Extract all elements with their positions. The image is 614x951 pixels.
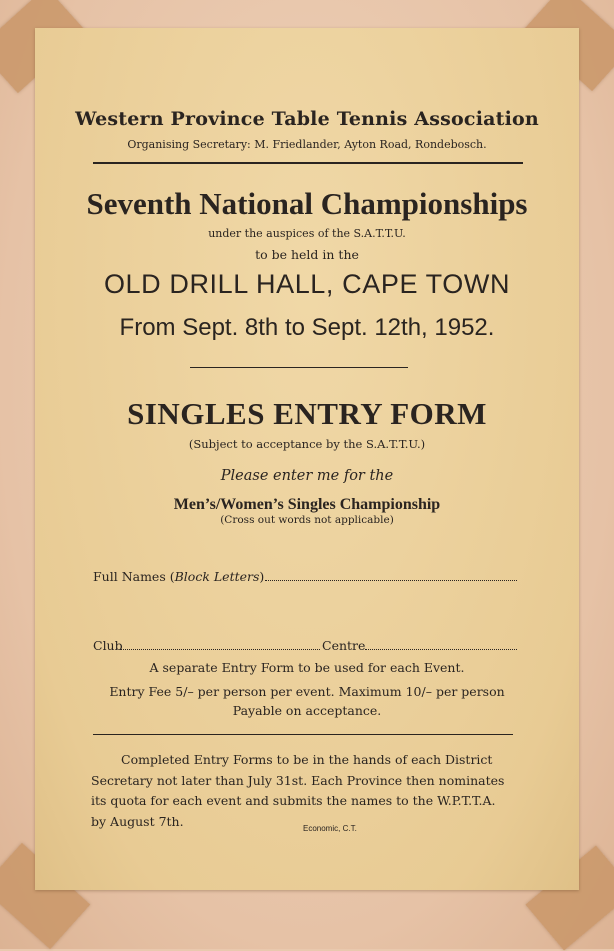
header-divider: [93, 162, 523, 164]
separate-form-note: A separate Entry Form to be used for each Event.: [149, 660, 465, 675]
section-divider: [190, 367, 408, 368]
club-field[interactable]: [120, 649, 320, 650]
venue: OLD DRILL HALL, CAPE TOWN: [103, 269, 511, 299]
paragraph-line: Secretary not later than July 31st. Each Province then nominates: [91, 772, 505, 788]
printer-imprint: Economic, C.T.: [303, 824, 357, 833]
footer-divider: [93, 734, 513, 735]
entry-form-sheet: [35, 28, 579, 890]
championship-title: Seventh National Championships: [86, 186, 528, 221]
centre-label: Centre: [322, 638, 366, 653]
centre-field[interactable]: [365, 649, 517, 650]
subject-note: (Subject to acceptance by the S.A.T.T.U.): [188, 437, 426, 451]
form-title: SINGLES ENTRY FORM: [127, 396, 487, 431]
club-label: Club: [93, 638, 123, 653]
paragraph-line: its quota for each event and submits the names to the W.P.T.T.A.: [91, 793, 496, 808]
entry-fee-note: Entry Fee 5/– per person per event. Maximum 10/– per person: [109, 684, 505, 699]
championship-choice: Men’s/Women’s Singles Championship: [173, 496, 441, 513]
paragraph-line: by August 7th.: [91, 813, 184, 829]
payable-note: Payable on acceptance.: [232, 703, 382, 718]
completed-forms-paragraph: [91, 750, 531, 832]
held-in-line: to be held in the: [255, 247, 359, 262]
please-enter-line: Please enter me for the: [220, 468, 394, 484]
secretary-line: Organising Secretary: M. Friedlander, Ayton Road, Rondebosch.: [127, 138, 487, 151]
full-names-label: Full Names (Block Letters): [93, 569, 265, 584]
block-letters-hint: Block Letters: [174, 569, 260, 584]
cross-out-note: (Cross out words not applicable): [220, 514, 394, 526]
auspices-line: under the auspices of the S.A.T.T.U.: [208, 227, 406, 240]
paragraph-line: Completed Entry Forms to be in the hands of each District: [121, 752, 493, 767]
association-name: Western Province Table Tennis Association: [75, 108, 539, 130]
full-names-field[interactable]: [265, 580, 517, 581]
dates: From Sept. 8th to Sept. 12th, 1952.: [119, 314, 495, 341]
